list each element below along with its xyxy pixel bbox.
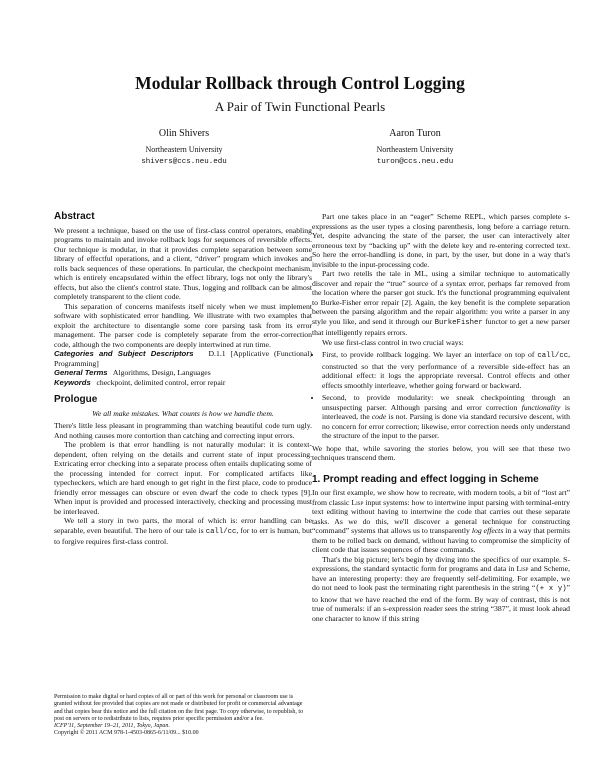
- author-email: turon@ccs.neu.edu: [376, 158, 454, 166]
- text-span: ” to know that we have reached the end of the form. By way of contrast, this is not true of numerals: if an s-expression reader sees the string “387”, it must look ahead one character to know if this string: [312, 583, 571, 623]
- text-span: in a way that permits them to be rolled back on demand, without having to compromise the simplicity of client code that issues sequences of these commands.: [312, 526, 570, 554]
- copyright-footnote: [54, 694, 312, 738]
- text-span: is not. Parsing is done via standard recursive descent, with no concern for error correction; likewise, error correction needs only understand the structure of the input to the parser.: [322, 412, 570, 440]
- terms-line: [54, 368, 312, 378]
- categories-label: Categories and Subject Descriptors: [54, 349, 194, 358]
- categories-text: D.1.1 [Applicative (Functional) Programming]: [54, 349, 312, 368]
- text-span: , for to err is human, but to forgive requires first-class control.: [54, 525, 312, 546]
- author-block: [84, 128, 284, 168]
- body-paragraph: We use first-class control in two crucial ways:: [322, 337, 464, 347]
- author-name: Aaron Turon: [389, 128, 441, 139]
- list-item: [322, 393, 570, 441]
- keywords-text: checkpoint, delimited control, error repair: [96, 377, 226, 387]
- terms-text: Algorithms, Design, Languages: [112, 368, 211, 377]
- keywords-line: [54, 378, 312, 388]
- text-span: That's the big picture; let's begin by diving into the specifics of our example. S-expressions, the standard syntactic form for programs and data in: [312, 554, 570, 573]
- right-column: [312, 212, 570, 623]
- text-span: functor to get a new parser that intelligently repairs errors.: [312, 316, 570, 337]
- text-span: First, to provide rollback logging. We layer an interface on top of: [322, 350, 538, 359]
- prologue-paragraph: The problem is that error handling is not naturally modular: it is context-dependent, often relying on the details and current state of input processing. Extricating error checking into a separate process often entails duplicating some of the processing intended for correct input. For complicated artifacts like typecheckers, which are hard enough to get right in the first place, code to produce friendly error messages can obscure or even dwarf the code to check types [9]. When input is provided and processed interactively, checking and processing must be interleaved.: [54, 440, 312, 516]
- inline-code: BurkeFisher: [434, 318, 483, 327]
- inline-code: call/cc: [537, 352, 569, 360]
- small-caps-text: Lisp: [516, 564, 529, 573]
- keywords-label: Keywords: [54, 377, 91, 387]
- abstract-paragraph: We present a technique, based on the use of first-class control operators, enabling programs to maintain and invoke rollback logs for sequences of reversible effects. Our technique is modular, in that it provides complete separation between some library of effectful operations, and a client, “driver” program which invokes and rolls back sequences of these operations. In particular, the checkpoint mechanism, which is entirely encapsulated within the effect library, logs not only the library's effects, but also the client's control state. Thus, logging and rollback can be almost completely transparent to the client code.: [54, 225, 312, 301]
- body-paragraph: Part one takes place in an “eager” Scheme REPL, which parses complete s-expressions as the user types a closing parenthesis, long before a carriage return. Yet, despite advancing the state of the parser, the user can interactively alter erroneous text by “backing up” with the delete key and re-entering corrected text. So here the error-handling is done, in part, by the user, but done in a way that's invisible to the input-processing code.: [312, 212, 570, 269]
- author-affiliation: Northeastern University: [145, 145, 223, 154]
- text-span: input systems: how to intertwine input parsing with terminal-entry text editing without having to intertwine the code that carries out these separate tasks. As we do this, we'll discover a general technique for constructing “command” systems that allows us to transparently: [312, 497, 570, 535]
- body-paragraph: [312, 488, 570, 555]
- text-span: is interleaved, the: [322, 402, 570, 421]
- abstract-heading: Abstract: [54, 211, 95, 222]
- paper-subtitle: A Pair of Twin Functional Pearls: [214, 99, 386, 114]
- author-email: shivers@ccs.neu.edu: [141, 158, 227, 166]
- text-span: , constructed so that the very performance of a reversible side-effect has an additional effect: it logs the appropriate reversal. Control effects and other effects smoothly interleave, whether going forward or backward.: [322, 350, 570, 390]
- body-paragraph: [312, 269, 570, 338]
- inline-code: call/cc: [205, 527, 237, 536]
- author-block: [315, 128, 515, 168]
- paper-title: Modular Rollback through Control Logging: [135, 73, 465, 93]
- prologue-paragraph: There's little less pleasant in programming than watching beautiful code turn ugly. And nothing causes more contortion than catching and correcting input errors.: [54, 421, 312, 440]
- text-span: Part two retells the tale in ML, using a similar technique to automatically discover and repair the “true” source of a syntax error, perhaps far removed from the location where the parser got stuck. It's the functional programming equivalent to Burke-Fisher error repair [2]. Again, the key benefit is the complete separation between the parsing algorithm and the repair algorithm: you write a parser in any style you like, and send it through our: [312, 269, 570, 326]
- categories-line: [54, 349, 312, 368]
- body-paragraph: We hope that, while savoring the stories below, you will see that these two techniques transcend them.: [312, 443, 570, 462]
- copyright-line: Copyright © 2011 ACM 978-1-4503-0865-6/11/09... $10.00: [54, 730, 199, 737]
- prologue-paragraph: [54, 516, 312, 547]
- prologue-heading: Prologue: [54, 394, 98, 405]
- permission-notice: Permission to make digital or hard copies of all or part of this work for personal or classroom use is granted without fee provided that copies are not made or distributed for profit or commercial advantage and that copies bear this notice and the full citation on the first page. To copy otherwise, to republish, to post on servers or to redistribute to lists, requires prior specific permission and/or a fee.: [54, 694, 304, 722]
- emphasis: functionality: [521, 402, 561, 412]
- list-item: [322, 350, 570, 390]
- body-paragraph: [312, 555, 570, 624]
- small-caps-text: Lisp: [351, 497, 364, 507]
- emphasis: code: [371, 412, 387, 421]
- bullet-list: [312, 350, 570, 441]
- text-span: In our first example, we show how to recreate, with modern tools, a bit of “lost art” from classic: [312, 488, 570, 507]
- epigraph: We all make mistakes. What counts is how we handle them.: [92, 408, 274, 418]
- author-name: Olin Shivers: [158, 128, 210, 139]
- text-span: We tell a story in two parts, the moral of which is: error handling can be separable, even beautiful. The hero of our tale is: [54, 516, 312, 535]
- emphasis: log effects: [471, 526, 504, 535]
- left-column: [54, 212, 312, 547]
- inline-code: (+ x y): [535, 585, 567, 593]
- author-affiliation: Northeastern University: [376, 145, 454, 154]
- text-span: and Scheme, have an interesting property: they are frequently self-delimiting. For example, we do not need to look past the terminating right parenthesis in the string “: [312, 564, 570, 592]
- venue-line: ICFP'11, September 19–21, 2011, Tokyo, Japan.: [54, 723, 170, 730]
- section-heading: 1. Prompt reading and effect logging in Scheme: [312, 473, 539, 485]
- text-span: Second, to provide modularity: we sneak checkpointing through an unsuspecting parser. Although parsing and error correction: [322, 393, 570, 412]
- abstract-paragraph: This separation of concerns manifests itself nicely when we must implement software with sophisticated error handling. We illustrate with two examples that exploit the architecture to disentangle some core parsing task from its error management. The parser code is completely separate from the error-correction code, although the two components are deeply intertwined at run time.: [54, 301, 312, 349]
- terms-label: General Terms: [54, 368, 108, 377]
